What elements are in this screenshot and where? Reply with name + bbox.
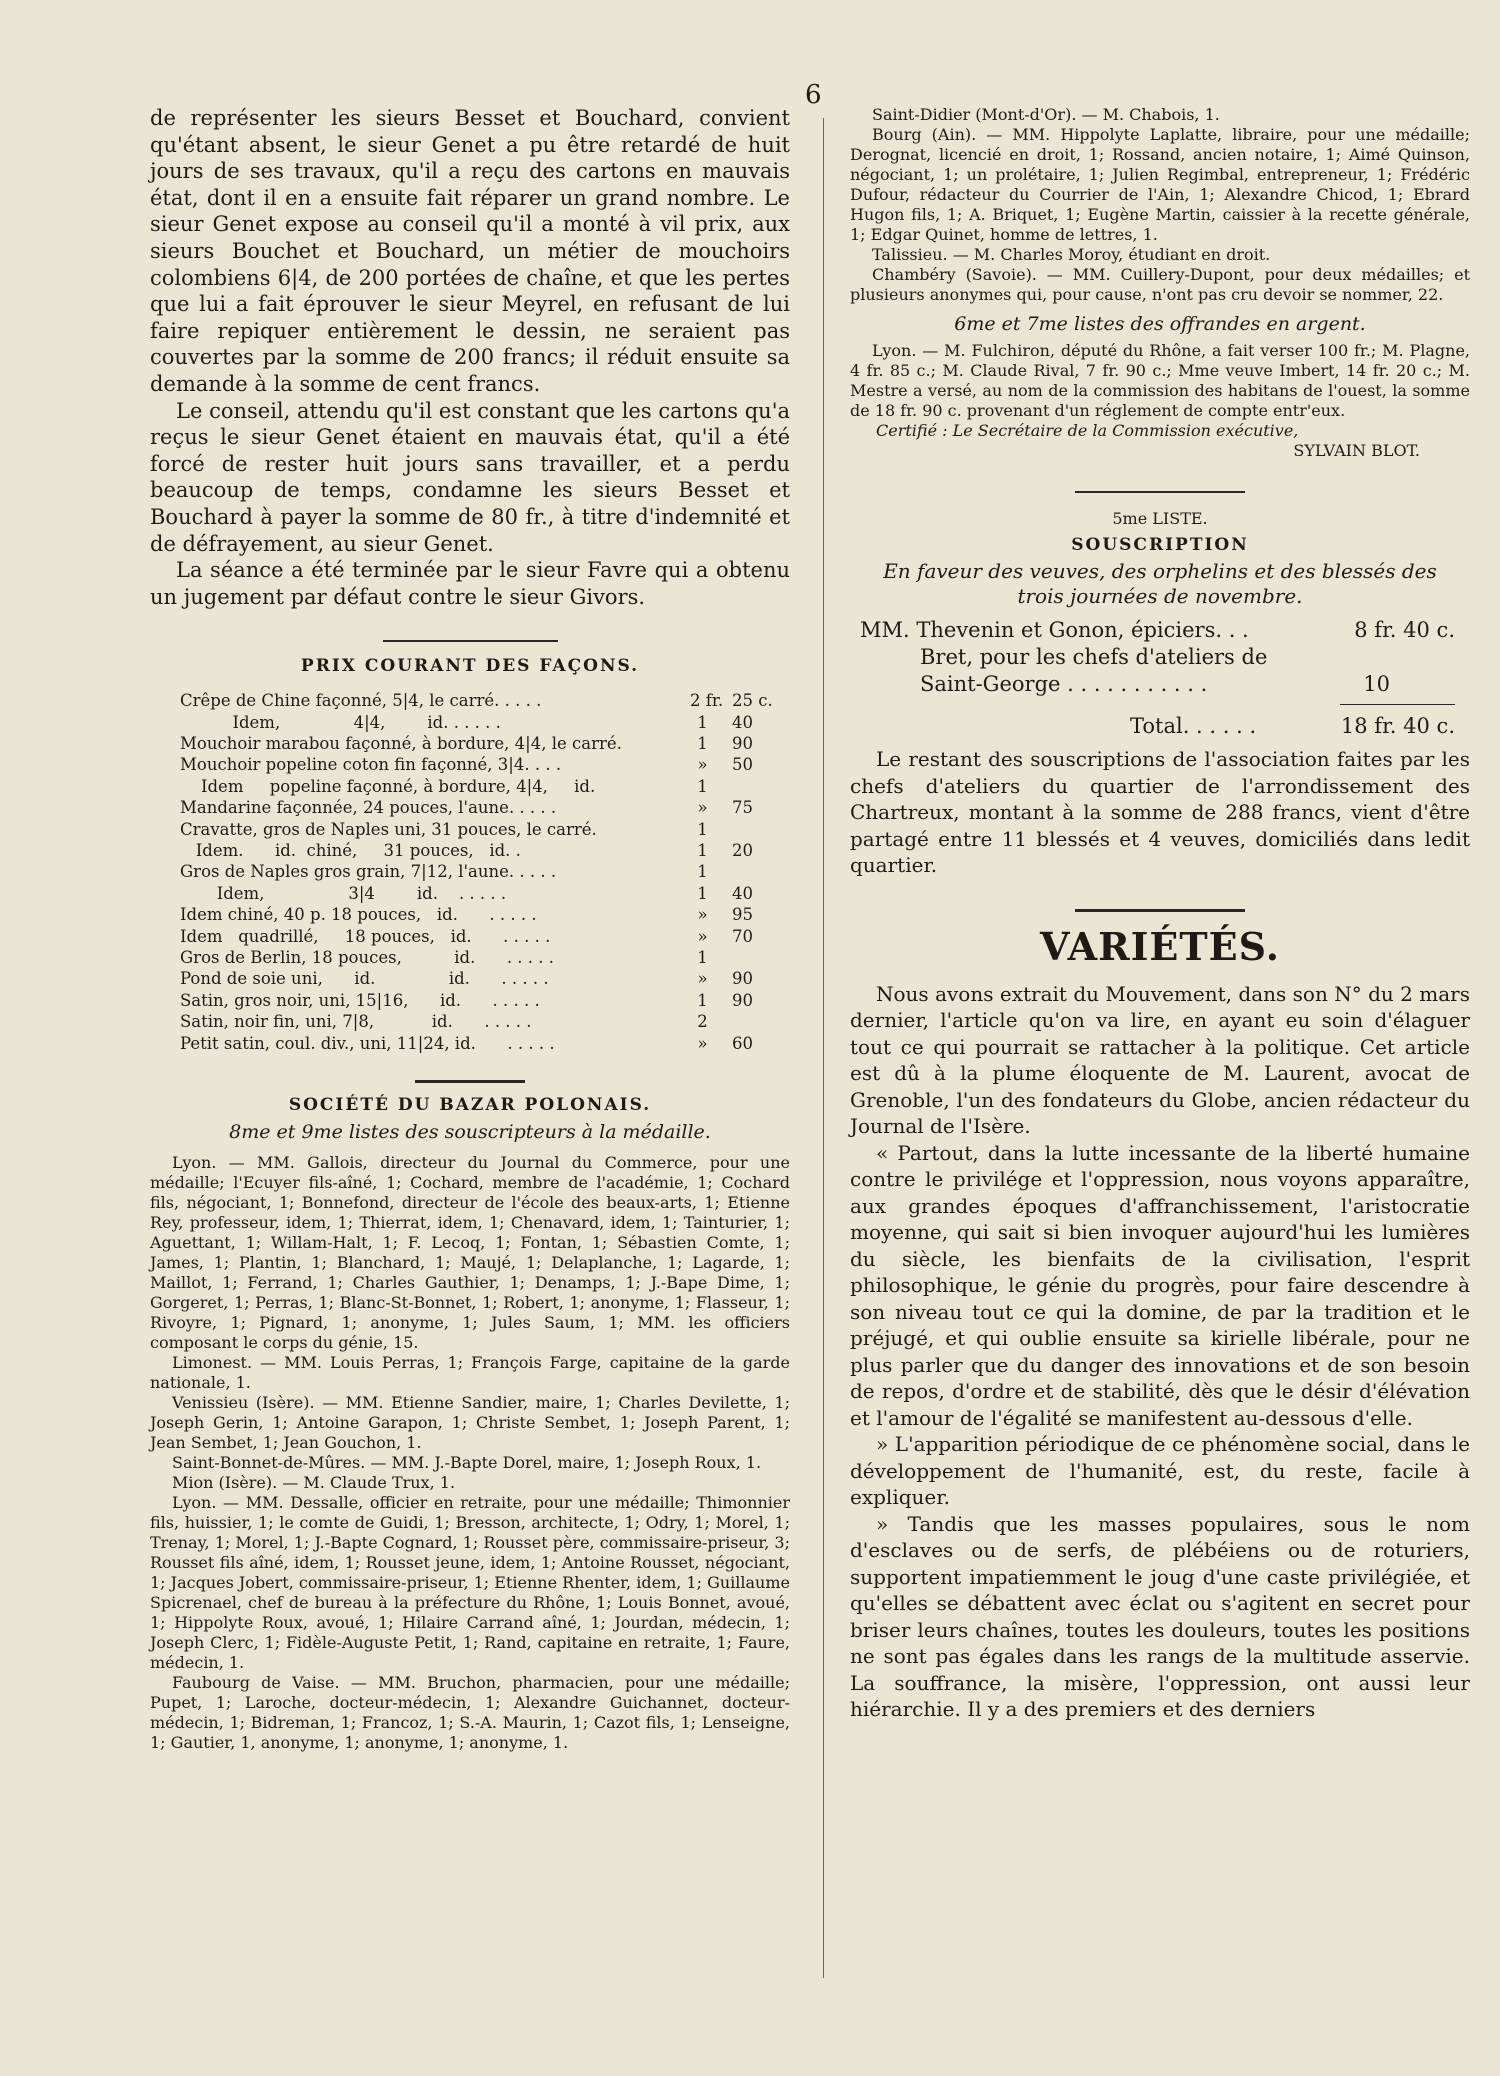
souscription-row — [850, 671, 1470, 698]
prix-courant-title: PRIX COURANT DES FAÇONS. — [300, 656, 640, 677]
price-row — [180, 904, 790, 925]
price-francs: » — [697, 1033, 708, 1053]
souscription-row — [850, 644, 1470, 671]
bazar-paragraph: Faubourg de Vaise. — MM. Bruchon, pharmacien, pour une médaille; Pupet, 1; Laroche, docteur-médecin, 1; Alexandre Guichannet, docteur-médecin, 1; Bidreman, 1; Francoz, 1; S.-A. Maurin, 1; Cazot fils, 1; Lenseigne, 1; Gautier, 1, anonyme, 1; anonyme, 1; anonyme, 1. — [150, 1672, 790, 1752]
price-label: Pond de soie uni, id. id. . . . . . — [180, 969, 549, 989]
price-label: Cravatte, gros de Naples uni, 31 pouces, le carré. — [180, 819, 597, 839]
souscription-label: Saint-George . . . . . . . . . . . — [920, 672, 1208, 696]
price-row — [180, 712, 790, 733]
varietes-paragraph: Nous avons extrait du Mouvement, dans son N° du 2 mars dernier, l'article qu'on va lire, en ayant eu soin d'élaguer tout ce qui pourrait se rattacher à la politique. Cet article est dû à la plume éloquente de M. Laurent, avocat de Grenoble, l'un des fondateurs du Globe, ancien rédacteur du Journal de l'Isère. — [850, 981, 1470, 1138]
price-label: Petit satin, coul. div., uni, 11|24, id. . . . . . — [180, 1033, 555, 1053]
price-centimes: 90 — [732, 990, 753, 1010]
price-row — [180, 1033, 790, 1054]
page-number: 6 — [805, 80, 822, 110]
price-row — [180, 690, 790, 711]
price-francs: 2 fr. — [690, 691, 724, 711]
price-label: Idem, 4|4, id. . . . . . — [180, 712, 501, 732]
price-francs: 1 — [697, 990, 708, 1010]
price-francs: » — [697, 798, 708, 818]
offrandes-paragraph: Lyon. — M. Fulchiron, député du Rhône, a fait verser 100 fr.; M. Plagne, 4 fr. 85 c.; M. Claude Rival, 7 fr. 90 c.; Mme veuve Imbert, 14 fr. 20 c.; M. Mestre a versé, au nom de la commission des habitans de l'ouest, la somme de 18 fr. 90 c. provenant d'un réglement de compte entr'eux. — [850, 341, 1470, 420]
price-centimes: 50 — [732, 755, 753, 775]
signature: SYLVAIN BLOT. — [1293, 441, 1420, 460]
price-label: Gros de Naples gros grain, 7|12, l'aune. . . . . — [180, 862, 557, 882]
bazar-title: SOCIÉTÉ DU BAZAR POLONAIS. — [288, 1094, 652, 1115]
certifie-line: Certifié : Le Secrétaire de la Commission exécutive, — [876, 421, 1299, 440]
opening-paragraph: de représenter les sieurs Besset et Bouchard, convient qu'étant absent, le sieur Genet a pu être retardé de huit jours de ses travaux, qu'il a reçu des cartons en mauvais état, dont il en a ensuite fait réparer un grand nombre. Le sieur Genet expose au conseil qu'il a monté à vil prix, aux sieurs Bouchet et Bouchard, un métier de mouchoirs colombiens 6|4, de 200 portées de chaîne, et que les pertes que lui a fait éprouver le sieur Meyrel, en refusant de lui faire repiquer entièrement le dessin, ne seraient pas couvertes par la somme de 200 francs; il réduit ensuite sa demande à la somme de cent francs. — [150, 106, 790, 396]
price-francs: 1 — [697, 947, 708, 967]
total-label: Total. . . . . . — [1130, 714, 1257, 738]
price-label: Idem chiné, 40 p. 18 pouces, id. . . . . . — [180, 905, 537, 925]
price-row — [180, 968, 790, 989]
price-francs: 1 — [697, 883, 708, 903]
price-francs: 1 — [697, 712, 708, 732]
price-francs: 1 — [697, 734, 708, 754]
price-francs: 1 — [697, 819, 708, 839]
subscriber-paragraph: Bourg (Ain). — MM. Hippolyte Laplatte, libraire, pour une médaille; Derognat, licencié en droit, 1; Rossand, ancien notaire, 1; Aimé Quinson, négociant, 1; un prolétaire, 1; Julien Regimbal, entrepreneur, 1; Frédéric Dufour, rédacteur du Courrier de l'Ain, 1; Alexandre Chicod, 1; Ebrard Hugon fils, 1; A. Briquet, 1; Eugène Martin, caissier à la recette générale, 1; Edgar Quinet, homme de lettres, 1. — [850, 125, 1470, 244]
price-label: Crêpe de Chine façonné, 5|4, le carré. . . . . — [180, 691, 542, 711]
price-label: Satin, noir fin, uni, 7|8, id. . . . . . — [180, 1012, 532, 1032]
subscriber-paragraph: Talissieu. — M. Charles Moroy, étudiant en droit. — [872, 245, 1271, 264]
souscription-label: Bret, pour les chefs d'ateliers de — [920, 645, 1268, 669]
total-amount: 18 fr. 40 c. — [1340, 714, 1455, 738]
price-label: Mouchoir popeline coton fin façonné, 3|4. . . . — [180, 755, 562, 775]
seance-paragraph: La séance a été terminée par le sieur Favre qui a obtenu un jugement par défaut contre le sieur Givors. — [150, 558, 790, 609]
souscription-title: SOUSCRIPTION — [1071, 535, 1249, 555]
price-francs: 1 — [697, 862, 708, 882]
column-divider — [823, 118, 824, 1978]
varietes-paragraph: » L'apparition périodique de ce phénomène social, dans le développement de l'humanité, est, du reste, facile à expliquer. — [850, 1432, 1470, 1509]
bazar-paragraph: Lyon. — MM. Dessalle, officier en retraite, pour une médaille; Thimonnier fils, huissier, 1; le comte de Guidi, 1; Bresson, architecte, 1; Odry, 1; Morel, 1; Trenay, 1; Morel, 1; J.-Bapte Cognard, 1; Rousset père, commissaire-priseur, 3; Rousset fils aîné, idem, 1; Rousset jeune, idem, 1; Antoine Rousset, négociant, 1; Jacques Jobert, commissaire-priseur, 1; Etienne Rhenter, idem, 1; Guillaume Spicrenael, chef de bureau à la préfecture du Rhône, 1; Louis Bonnet, avoué, 1; Hippolyte Roux, avoué, 1; Hilaire Carrand aîné, 1; Jourdan, médecin, 1; Joseph Clerc, 1; Fidèle-Auguste Petit, 1; Rand, capitaine en retraite, 1; Faure, médecin, 1. — [150, 1492, 790, 1672]
price-label: Gros de Berlin, 18 pouces, id. . . . . . — [180, 947, 555, 967]
price-francs: 2 — [697, 1012, 708, 1032]
price-label: Satin, gros noir, uni, 15|16, id. . . . . . — [180, 990, 540, 1010]
price-row — [180, 926, 790, 947]
souscription-label: MM. Thevenin et Gonon, épiciers. . . — [860, 618, 1249, 642]
price-centimes: 75 — [732, 798, 753, 818]
price-row — [180, 883, 790, 904]
price-centimes: 95 — [732, 905, 753, 925]
bazar-paragraph: Mion (Isère). — M. Claude Trux, 1. — [172, 1472, 456, 1492]
price-label: Idem, 3|4 id. . . . . . — [180, 883, 507, 903]
price-centimes: 25 c. — [732, 691, 773, 711]
souscription-subtitle: En faveur des veuves, des orphelins et des blessés des trois journées de novembre. — [883, 559, 1437, 608]
price-centimes: 40 — [732, 712, 753, 732]
price-centimes: 20 — [732, 841, 753, 861]
price-row — [180, 776, 790, 797]
varietes-title: VARIÉTÉS. — [1040, 923, 1280, 969]
price-row — [180, 797, 790, 818]
price-label: Idem quadrillé, 18 pouces, id. . . . . . — [180, 926, 551, 946]
right-column — [850, 105, 1470, 1723]
price-label: Idem. id. chiné, 31 pouces, id. . — [180, 841, 521, 861]
price-centimes: 90 — [732, 969, 753, 989]
price-francs: » — [697, 905, 708, 925]
price-francs: 1 — [697, 841, 708, 861]
price-row — [180, 733, 790, 754]
offrandes-title: 6me et 7me listes des offrandes en argent. — [954, 313, 1366, 335]
price-francs: » — [697, 969, 708, 989]
left-column — [150, 105, 790, 1753]
bazar-paragraph: Limonest. — MM. Louis Perras, 1; François Farge, capitaine de la garde nationale, 1. — [150, 1352, 790, 1392]
price-centimes: 60 — [732, 1033, 753, 1053]
price-row — [180, 990, 790, 1011]
price-row — [180, 819, 790, 840]
bazar-subtitle: 8me et 9me listes des souscripteurs à la médaille. — [229, 1120, 711, 1143]
varietes-paragraph: » Tandis que les masses populaires, sous le nom d'esclaves ou de serfs, de plébéiens ou de roturiers, supportent impatiemment le joug d'une caste privilégiée, et qu'elles se débattent avec éclat ou s'agitent en secret pour briser leurs chaînes, toutes les douleurs, toutes les positions ne sont pas égales dans les rangs de la multitude asservie. La souffrance, la misère, l'oppression, ont aussi leur hiérarchie. Il y a des premiers et des derniers — [850, 1511, 1470, 1721]
varietes-paragraph: « Partout, dans la lutte incessante de la liberté humaine contre le privilége et l'oppression, nous voyons apparaître, aux grandes époques d'affranchissement, l'aristocratie moyenne, qui sait si bien invoquer aujourd'hui les lumières du siècle, les bienfaits de la civilisation, l'esprit philosophique, le génie du progrès, pour faire descendre à son niveau tout ce qui la domine, de par la tradition et le préjugé, et qui oublie ensuite sa kirielle libérale, pour ne plus parler que du danger des innovations et de son besoin de repos, d'ordre et de stabilité, dès que le désir d'élévation et l'amour de l'égalité se manifestent au-dessous d'elle. — [850, 1140, 1470, 1430]
price-francs: 1 — [697, 776, 708, 796]
price-row — [180, 947, 790, 968]
price-centimes: 90 — [732, 734, 753, 754]
souscription-amount: 10 — [1363, 672, 1390, 696]
liste-label: 5me LISTE. — [1112, 509, 1208, 528]
price-label: Mouchoir marabou façonné, à bordure, 4|4, le carré. — [180, 734, 622, 754]
price-row — [180, 840, 790, 861]
souscription-row — [850, 617, 1470, 644]
price-row — [180, 1011, 790, 1032]
price-table — [180, 690, 790, 1054]
price-francs: » — [697, 926, 708, 946]
price-label: Mandarine façonnée, 24 pouces, l'aune. . . . . — [180, 798, 557, 818]
souscription-amount: 8 fr. 40 c. — [1354, 618, 1455, 642]
subscriber-paragraph: Chambéry (Savoie). — MM. Cuillery-Dupont, pour deux médailles; et plusieurs anonymes qui, pour cause, n'ont pas cru devoir se nommer, 22. — [850, 265, 1470, 304]
price-francs: » — [697, 755, 708, 775]
souscription-total-row — [850, 713, 1470, 740]
price-row — [180, 754, 790, 775]
price-centimes: 40 — [732, 883, 753, 903]
bazar-paragraph: Venissieu (Isère). — MM. Etienne Sandier, maire, 1; Charles Devilette, 1; Joseph Gerin, 1; Antoine Garapon, 1; Christe Sembet, 1; Joseph Parent, 1; Jean Sembet, 1; Jean Gouchon, 1. — [150, 1392, 790, 1452]
bazar-paragraph: Saint-Bonnet-de-Mûres. — MM. J.-Bapte Dorel, maire, 1; Joseph Roux, 1. — [172, 1452, 762, 1472]
bazar-paragraph: Lyon. — MM. Gallois, directeur du Journal du Commerce, pour une médaille; l'Ecuyer fils-aîné, 1; Cochard, membre de l'académie, 1; Cochard fils, négociant, 1; Bonnefond, directeur de l'école des beaux-arts, 1; Etienne Rey, professeur, idem, 1; Thierrat, idem, 1; Chenavard, idem, 1; Tainturier, 1; Aguettant, 1; Willam-Halt, 1; F. Lecoq, 1; Fontan, 1; Sébastien Comte, 1; James, 1; Plantin, 1; Blanchard, 1; Maujé, 1; Delaplanche, 1; Lagarde, 1; Maillot, 1; Ferrand, 1; Charles Gauthier, 1; Denamps, 1; J.-Bape Dime, 1; Gorgeret, 1; Perras, 1; Blanc-St-Bonnet, 1; Robert, 1; anonyme, 1; Flasseur, 1; Rivoyre, 1; Pignard, 1; anonyme, 1; Jules Saum, 1; MM. les officiers composant le corps du génie, 15. — [150, 1152, 790, 1352]
price-row — [180, 861, 790, 882]
subscriber-paragraph: Saint-Didier (Mont-d'Or). — M. Chabois, 1. — [872, 105, 1220, 124]
conseil-paragraph: Le conseil, attendu qu'il est constant que les cartons qu'a reçus le sieur Genet étaient en mauvais état, qu'il a été forcé de rester huit jours sans travailler, et a perdu beaucoup de temps, condamne les sieurs Besset et Bouchard à payer la somme de 80 fr., à titre d'indemnité et de défrayement, au sieur Genet. — [150, 398, 790, 556]
price-label: Idem popeline façonné, à bordure, 4|4, id. — [180, 776, 596, 796]
price-centimes: 70 — [732, 926, 753, 946]
souscription-paragraph: Le restant des souscriptions de l'association faites par les chefs d'ateliers du quartier de l'arrondissement des Chartreux, montant à la somme de 288 francs, vient d'être partagé entre 11 blessés et 4 veuves, domiciliés dans ledit quartier. — [850, 747, 1470, 877]
